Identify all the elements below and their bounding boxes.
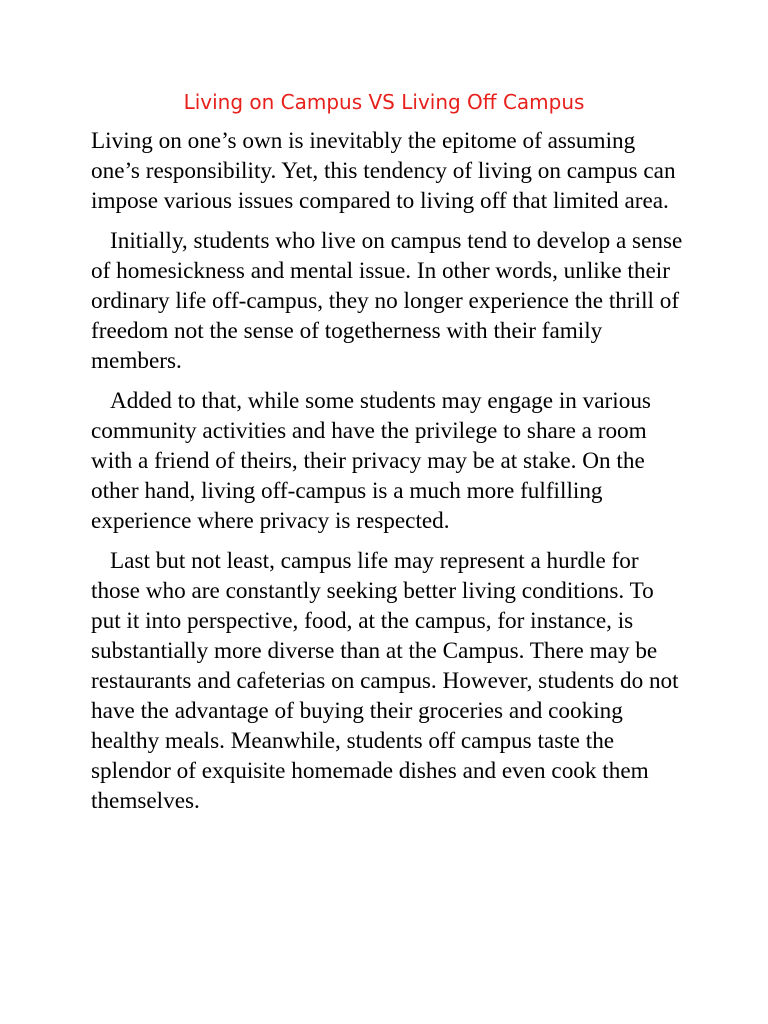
paragraph-privacy: Added to that, while some students may engage in various community activities and have the privilege to share a room with a friend of theirs, their privacy may be at stake. On the other hand, living off-campus is a much more fulfilling experience where privacy is respected. xyxy=(91,388,651,534)
paragraph-homesickness: Initially, students who live on campus tend to develop a sense of homesickness and mental issue. In other words, unlike their ordinary life off-campus, they no longer experience the thrill of freedom not the sense of togetherness with their family members. xyxy=(91,228,683,374)
document-body xyxy=(91,126,683,826)
document-title: Living on Campus VS Living Off Campus xyxy=(183,90,585,114)
paragraph-intro: Living on one’s own is inevitably the epitome of assuming one’s responsibility. Yet, this tendency of living on campus can impose various issues compared to living off that limited area. xyxy=(91,128,676,214)
paragraph-living-conditions: Last but not least, campus life may represent a hurdle for those who are constantly seeking better living conditions. To put it into perspective, food, at the campus, for instance, is substantially more diverse than at the Campus. There may be restaurants and cafeterias on campus. However, students do not have the advantage of buying their groceries and cooking healthy meals. Meanwhile, students off campus taste the splendor of exquisite homemade dishes and even cook them themselves. xyxy=(91,548,679,814)
